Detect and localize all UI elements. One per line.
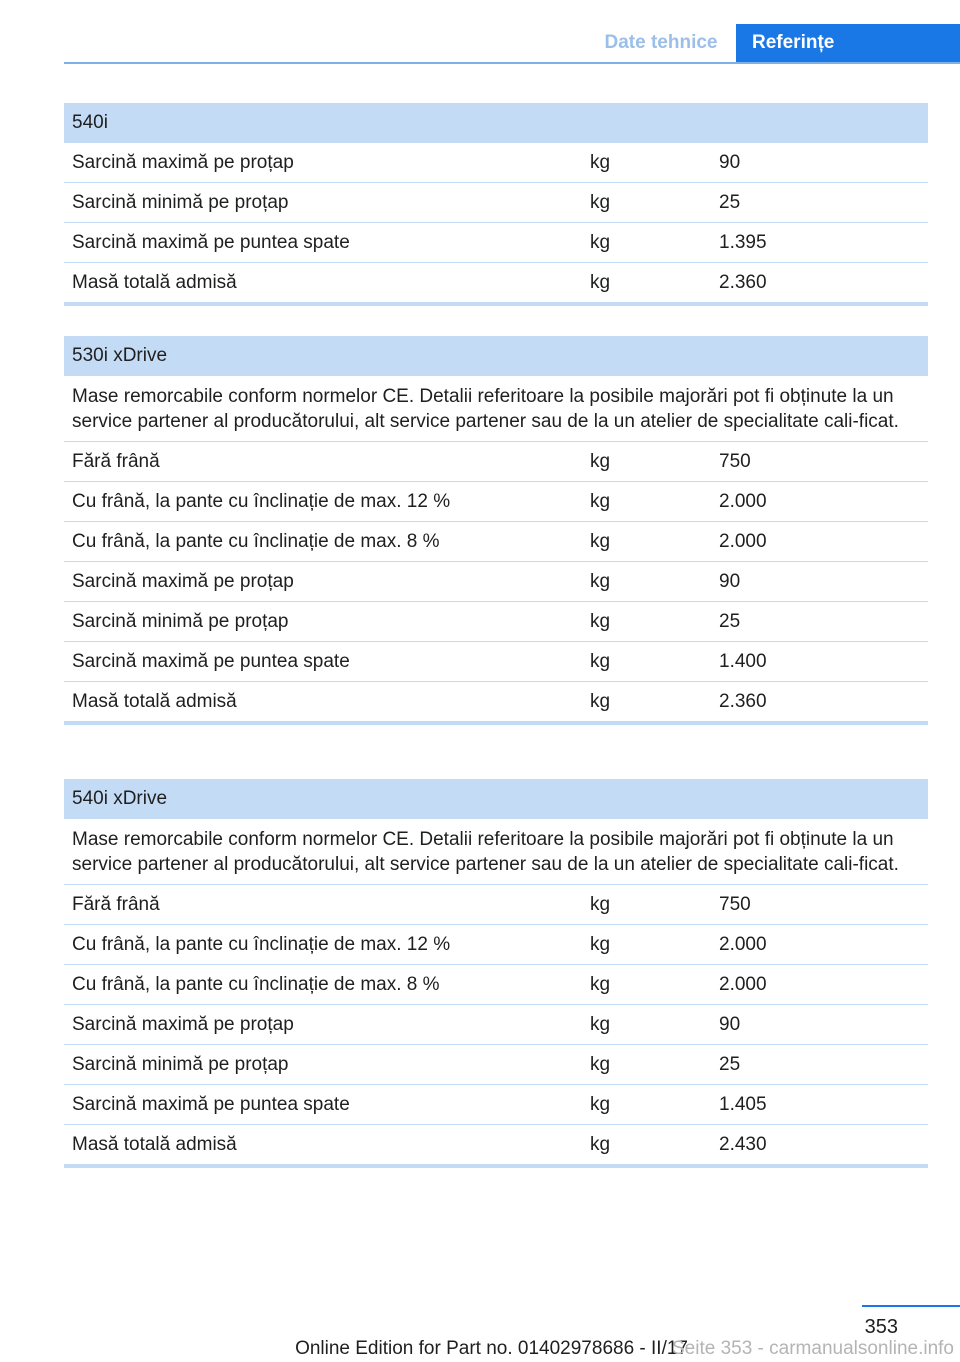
spec-table-540i-xdrive [64, 779, 928, 1168]
edition-note: Online Edition for Part no. 01402978686 - II/17 [295, 1338, 688, 1359]
table-row [64, 602, 928, 642]
page-header [64, 24, 960, 64]
row-unit: kg [590, 691, 611, 712]
table-note: Mase remorcabile conform normelor CE. Detalii referitoare la posibile majorări pot fi obținute la un service partener al producătorului, alt service partener sau de la un atelier de specialitate cali‐ficat. [64, 819, 928, 885]
table-row [64, 562, 928, 602]
row-label: Cu frână, la pante cu înclinație de max. 12 % [72, 934, 451, 955]
tab-date-tehnice[interactable]: Date tehnice [604, 32, 718, 53]
row-unit: kg [590, 272, 611, 293]
row-label: Sarcină maximă pe proțap [72, 1014, 294, 1035]
row-value: 90 [719, 1014, 741, 1035]
table-row [64, 682, 928, 722]
table-row [64, 1085, 928, 1125]
row-value: 2.430 [719, 1134, 767, 1155]
row-unit: kg [590, 451, 611, 472]
table-row [64, 183, 928, 223]
row-unit: kg [590, 1094, 611, 1115]
table-row [64, 965, 928, 1005]
row-unit: kg [590, 571, 611, 592]
row-value: 2.000 [719, 934, 767, 955]
footer-rule [862, 1305, 960, 1307]
row-value: 1.400 [719, 651, 767, 672]
row-value: 2.000 [719, 974, 767, 995]
row-label: Masă totală admisă [72, 272, 237, 293]
row-unit: kg [590, 611, 611, 632]
table-row [64, 143, 928, 183]
spec-table-540i [64, 103, 928, 306]
table-title: 530i xDrive [64, 336, 928, 376]
row-label: Cu frână, la pante cu înclinație de max. 8 % [72, 974, 440, 995]
spec-table-530i-xdrive [64, 336, 928, 725]
row-value: 1.405 [719, 1094, 767, 1115]
row-unit: kg [590, 232, 611, 253]
row-label: Cu frână, la pante cu înclinație de max. 12 % [72, 491, 451, 512]
row-value: 2.000 [719, 491, 767, 512]
table-row [64, 885, 928, 925]
row-unit: kg [590, 974, 611, 995]
row-value: 25 [719, 192, 741, 213]
row-label: Sarcină maximă pe puntea spate [72, 232, 350, 253]
table-row [64, 482, 928, 522]
row-unit: kg [590, 152, 611, 173]
row-label: Sarcină maximă pe proțap [72, 571, 294, 592]
row-unit: kg [590, 894, 611, 915]
row-label: Sarcină minimă pe proțap [72, 611, 289, 632]
row-label: Sarcină maximă pe puntea spate [72, 1094, 350, 1115]
row-unit: kg [590, 192, 611, 213]
row-unit: kg [590, 1054, 611, 1075]
table-row [64, 442, 928, 482]
row-label: Sarcină minimă pe proțap [72, 192, 289, 213]
table-row [64, 925, 928, 965]
table-title: 540i xDrive [64, 779, 928, 819]
row-value: 750 [719, 894, 751, 915]
row-label: Fără frână [72, 894, 160, 915]
table-row [64, 1125, 928, 1165]
row-unit: kg [590, 934, 611, 955]
page-number: 353 [864, 1316, 898, 1338]
row-value: 750 [719, 451, 751, 472]
table-row [64, 223, 928, 263]
table-title: 540i [64, 103, 928, 143]
tab-referinte[interactable]: Referințe [736, 24, 960, 62]
table-row [64, 1005, 928, 1045]
row-unit: kg [590, 531, 611, 552]
row-label: Sarcină maximă pe puntea spate [72, 651, 350, 672]
row-value: 2.360 [719, 691, 767, 712]
row-value: 90 [719, 571, 741, 592]
table-row [64, 1045, 928, 1085]
row-label: Sarcină minimă pe proțap [72, 1054, 289, 1075]
row-value: 25 [719, 611, 741, 632]
row-label: Cu frână, la pante cu înclinație de max. 8 % [72, 531, 440, 552]
row-unit: kg [590, 1014, 611, 1035]
row-value: 1.395 [719, 232, 767, 253]
row-label: Fără frână [72, 451, 160, 472]
row-label: Sarcină maximă pe proțap [72, 152, 294, 173]
table-row [64, 642, 928, 682]
table-row [64, 522, 928, 562]
row-value: 90 [719, 152, 741, 173]
row-value: 2.360 [719, 272, 767, 293]
row-value: 2.000 [719, 531, 767, 552]
row-unit: kg [590, 651, 611, 672]
row-value: 25 [719, 1054, 741, 1075]
row-label: Masă totală admisă [72, 691, 237, 712]
row-unit: kg [590, 1134, 611, 1155]
table-note: Mase remorcabile conform normelor CE. Detalii referitoare la posibile majorări pot fi obținute la un service partener al producătorului, alt service partener sau de la un atelier de specialitate cali‐ficat. [64, 376, 928, 442]
row-label: Masă totală admisă [72, 1134, 237, 1155]
table-row [64, 263, 928, 303]
row-unit: kg [590, 491, 611, 512]
watermark: Seite 353 - carmanualsonline.info [671, 1338, 954, 1359]
